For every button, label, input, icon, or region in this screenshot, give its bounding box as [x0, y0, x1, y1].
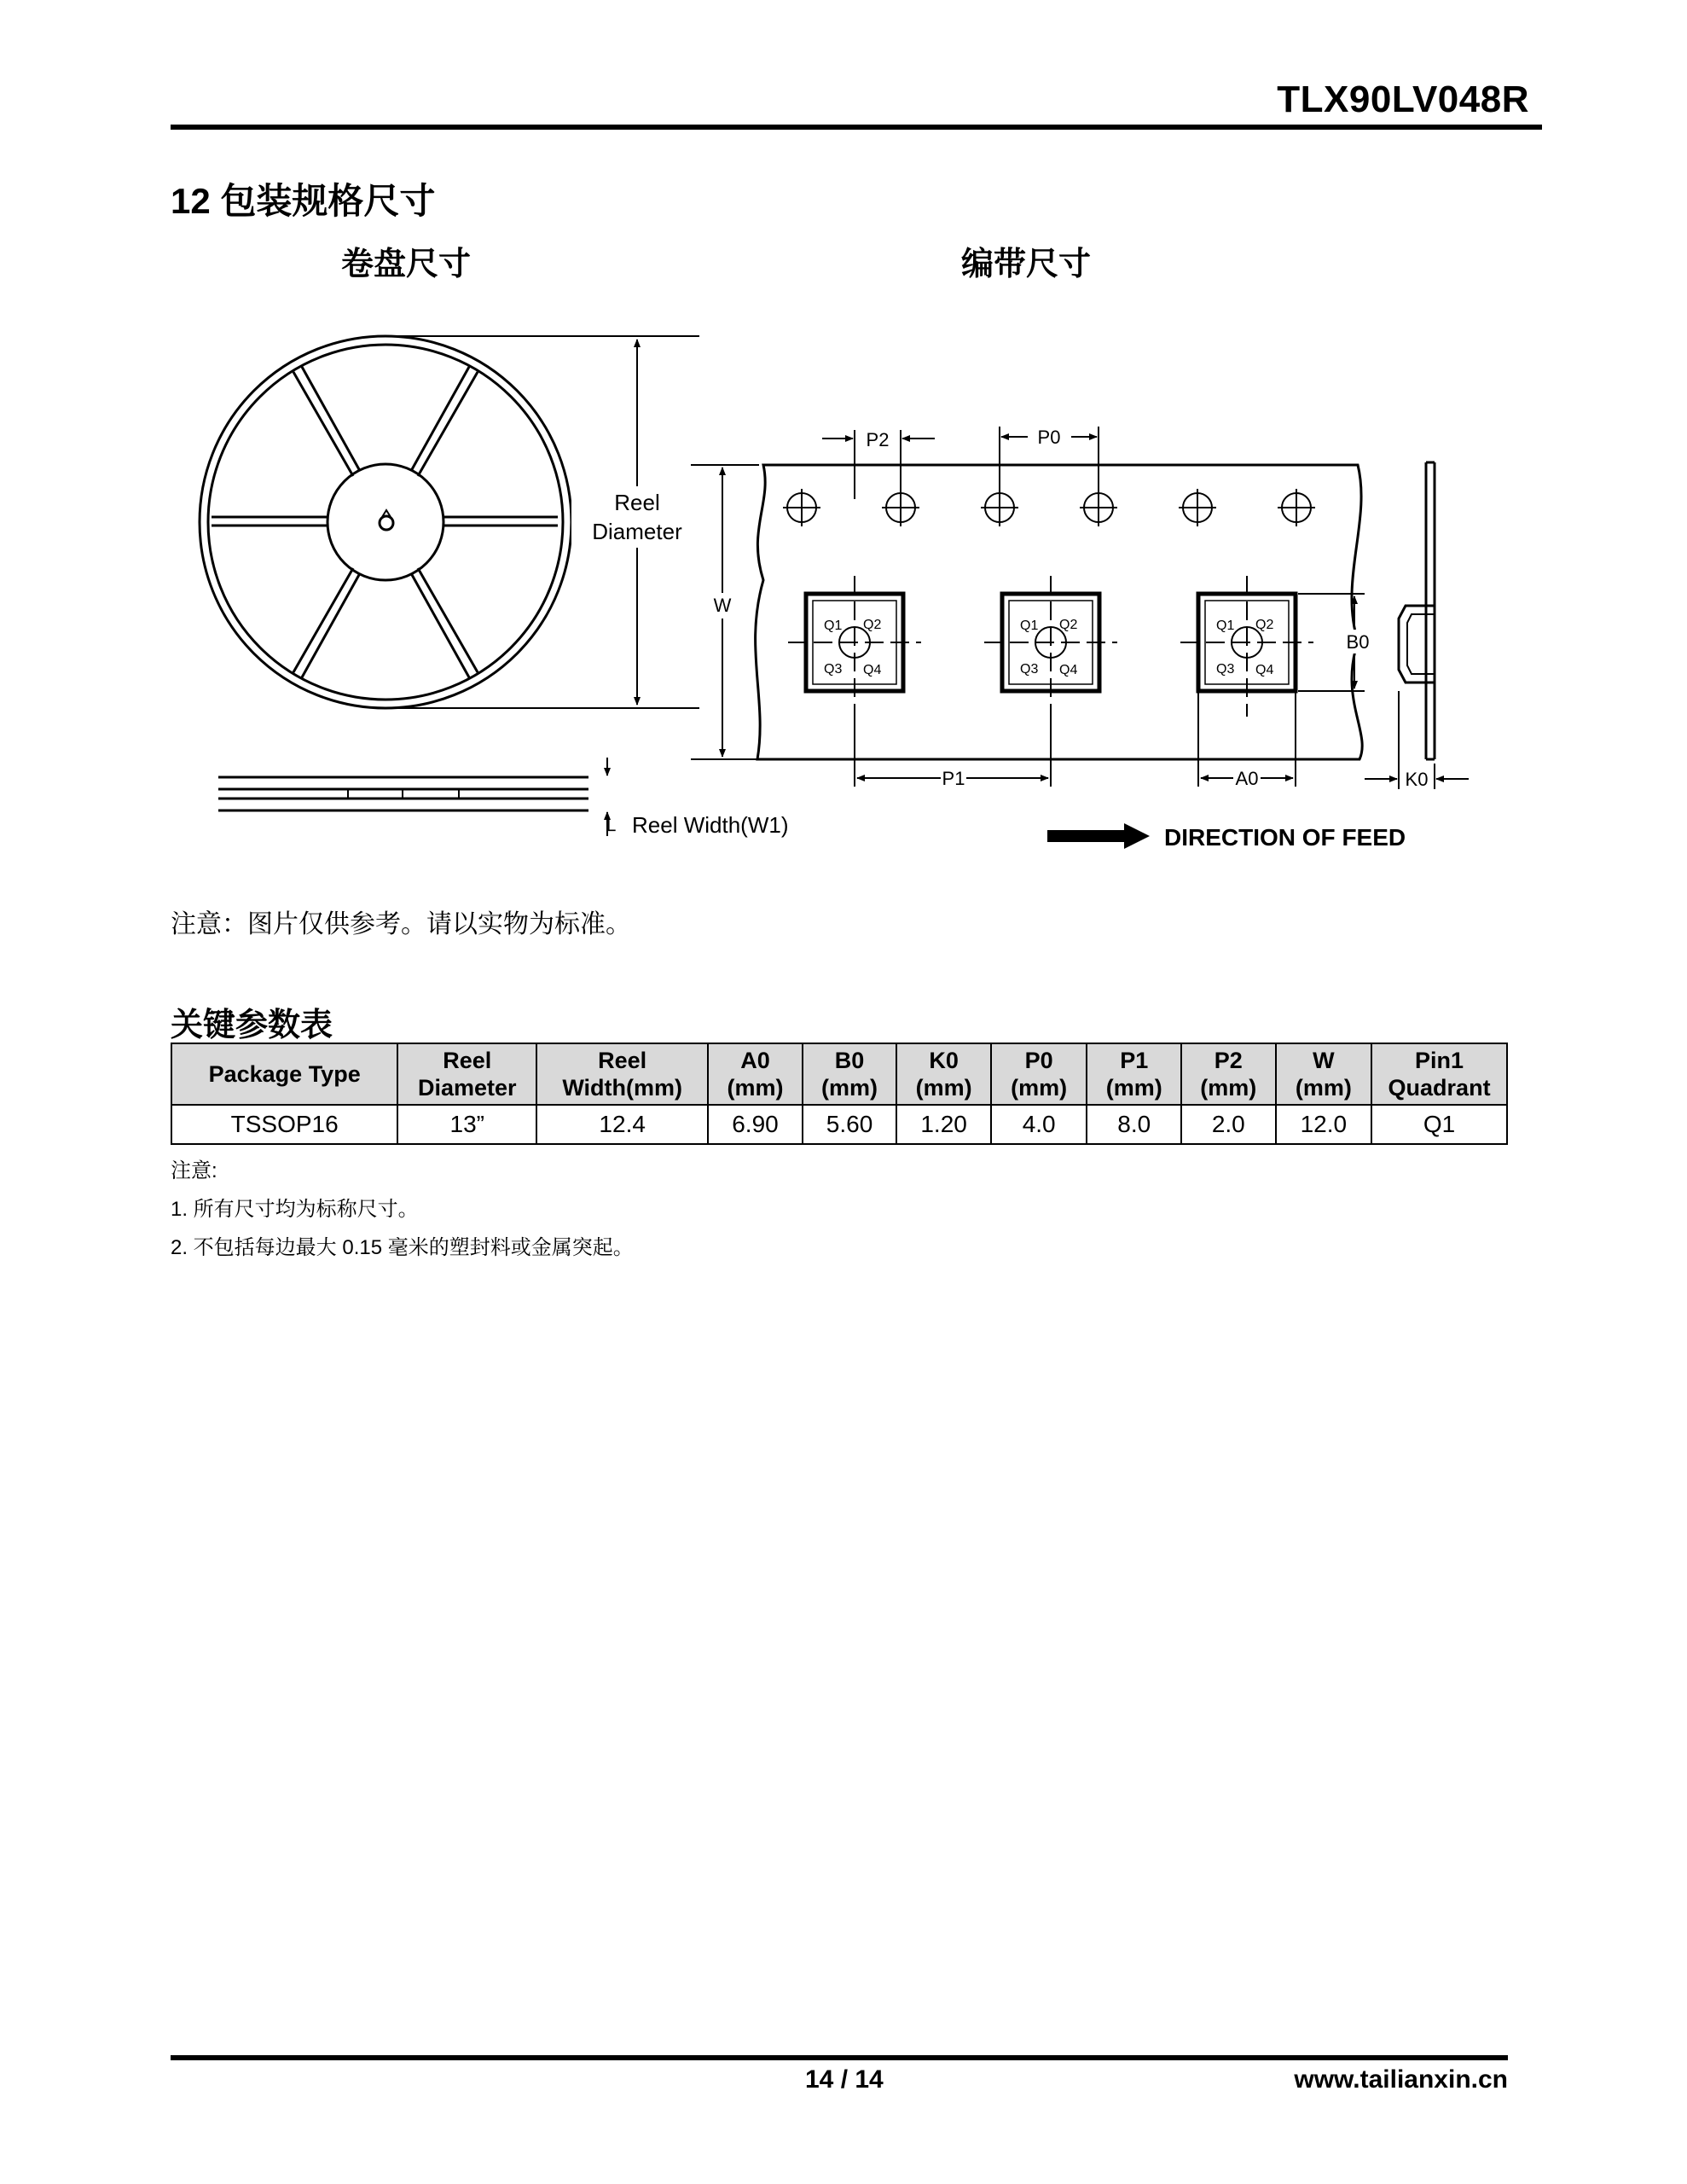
reel-label: Reel: [614, 490, 660, 515]
feed-direction-arrow-icon: [1047, 823, 1150, 849]
diameter-label: Diameter: [592, 519, 682, 544]
cell-w: 12.0: [1276, 1105, 1372, 1144]
cell-p1: 8.0: [1087, 1105, 1181, 1144]
header-pin1-quadrant: Pin1 Quadrant: [1371, 1043, 1507, 1105]
part-number: TLX90LV048R: [1277, 78, 1529, 120]
header-b0: B0 (mm): [803, 1043, 897, 1105]
header-a0: A0 (mm): [708, 1043, 803, 1105]
svg-text:Q3: Q3: [1216, 662, 1235, 677]
p1-label: P1: [942, 768, 965, 789]
a0-label: A0: [1235, 768, 1259, 789]
cell-p2: 2.0: [1181, 1105, 1276, 1144]
svg-text:Q1: Q1: [1216, 619, 1235, 633]
svg-text:Q3: Q3: [1020, 662, 1039, 677]
tape-caption: 编带尺寸: [961, 247, 1092, 282]
footer-rule: [171, 2055, 1508, 2060]
p0-label: P0: [1037, 427, 1061, 448]
feed-direction-label: DIRECTION OF FEED: [1164, 824, 1406, 851]
params-table: [171, 1043, 1508, 1145]
page-number: 14 / 14: [805, 2065, 884, 2094]
header-reel-width: Reel Width(mm): [536, 1043, 708, 1105]
cell-pin1-quadrant: Q1: [1371, 1105, 1507, 1144]
tape-side-profile: [1399, 462, 1435, 759]
svg-text:Q2: Q2: [1255, 618, 1274, 632]
cell-a0: 6.90: [708, 1105, 803, 1144]
table-notes: [171, 1152, 634, 1267]
svg-text:Q1: Q1: [824, 619, 843, 633]
svg-text:Q4: Q4: [1059, 663, 1078, 677]
k0-label: K0: [1405, 769, 1429, 790]
svg-text:Q2: Q2: [1059, 618, 1078, 632]
header-k0: K0 (mm): [896, 1043, 991, 1105]
cell-package-type: TSSOP16: [171, 1105, 397, 1144]
header-package-type: Package Type: [171, 1043, 397, 1105]
reel-width-bracket: └: [602, 819, 616, 840]
reel-hub-icon: [380, 516, 393, 530]
header-p2: P2 (mm): [1181, 1043, 1276, 1105]
section-title: 12 包装规格尺寸: [171, 181, 436, 221]
cell-b0: 5.60: [803, 1105, 897, 1144]
params-title: 关键参数表: [171, 1008, 333, 1043]
svg-text:Q3: Q3: [824, 662, 843, 677]
table-note-2: 2. 不包括每边最大 0.15 毫米的塑封料或金属突起。: [171, 1236, 634, 1259]
packaging-drawing: [171, 324, 1501, 870]
reel-spokes: [212, 367, 558, 677]
svg-text:Q1: Q1: [1020, 619, 1039, 633]
reel-caption: 卷盘尺寸: [341, 247, 472, 282]
reel-front-view: [200, 336, 571, 708]
cell-p0: 4.0: [991, 1105, 1087, 1144]
table-header-row: [171, 1043, 1507, 1105]
reel-width-label: Reel Width(W1): [632, 812, 789, 838]
header-rule: [171, 125, 1542, 130]
header-p1: P1 (mm): [1087, 1043, 1181, 1105]
website-link[interactable]: www.tailianxin.cn: [1294, 2065, 1508, 2094]
figure-note: 注意：图片仅供参考。请以实物为标准。: [171, 910, 631, 938]
svg-text:Q4: Q4: [863, 663, 882, 677]
svg-text:Q2: Q2: [863, 618, 882, 632]
reel-side-view: [218, 758, 607, 836]
svg-text:Q4: Q4: [1255, 663, 1274, 677]
pocket-2: [984, 576, 1117, 708]
p2-label: P2: [866, 429, 890, 450]
header-w: W (mm): [1276, 1043, 1372, 1105]
cell-reel-diameter: 13”: [397, 1105, 536, 1144]
cell-k0: 1.20: [896, 1105, 991, 1144]
pocket-1: [788, 576, 921, 708]
table-note-heading: 注意:: [171, 1159, 217, 1182]
table-row: [171, 1105, 1507, 1144]
w-label: W: [713, 595, 732, 616]
header-p0: P0 (mm): [991, 1043, 1087, 1105]
cell-reel-width: 12.4: [536, 1105, 708, 1144]
carrier-tape: [756, 465, 1363, 759]
header-reel-diameter: Reel Diameter: [397, 1043, 536, 1105]
table-note-1: 1. 所有尺寸均为标称尺寸。: [171, 1198, 419, 1221]
b0-label: B0: [1346, 631, 1370, 653]
